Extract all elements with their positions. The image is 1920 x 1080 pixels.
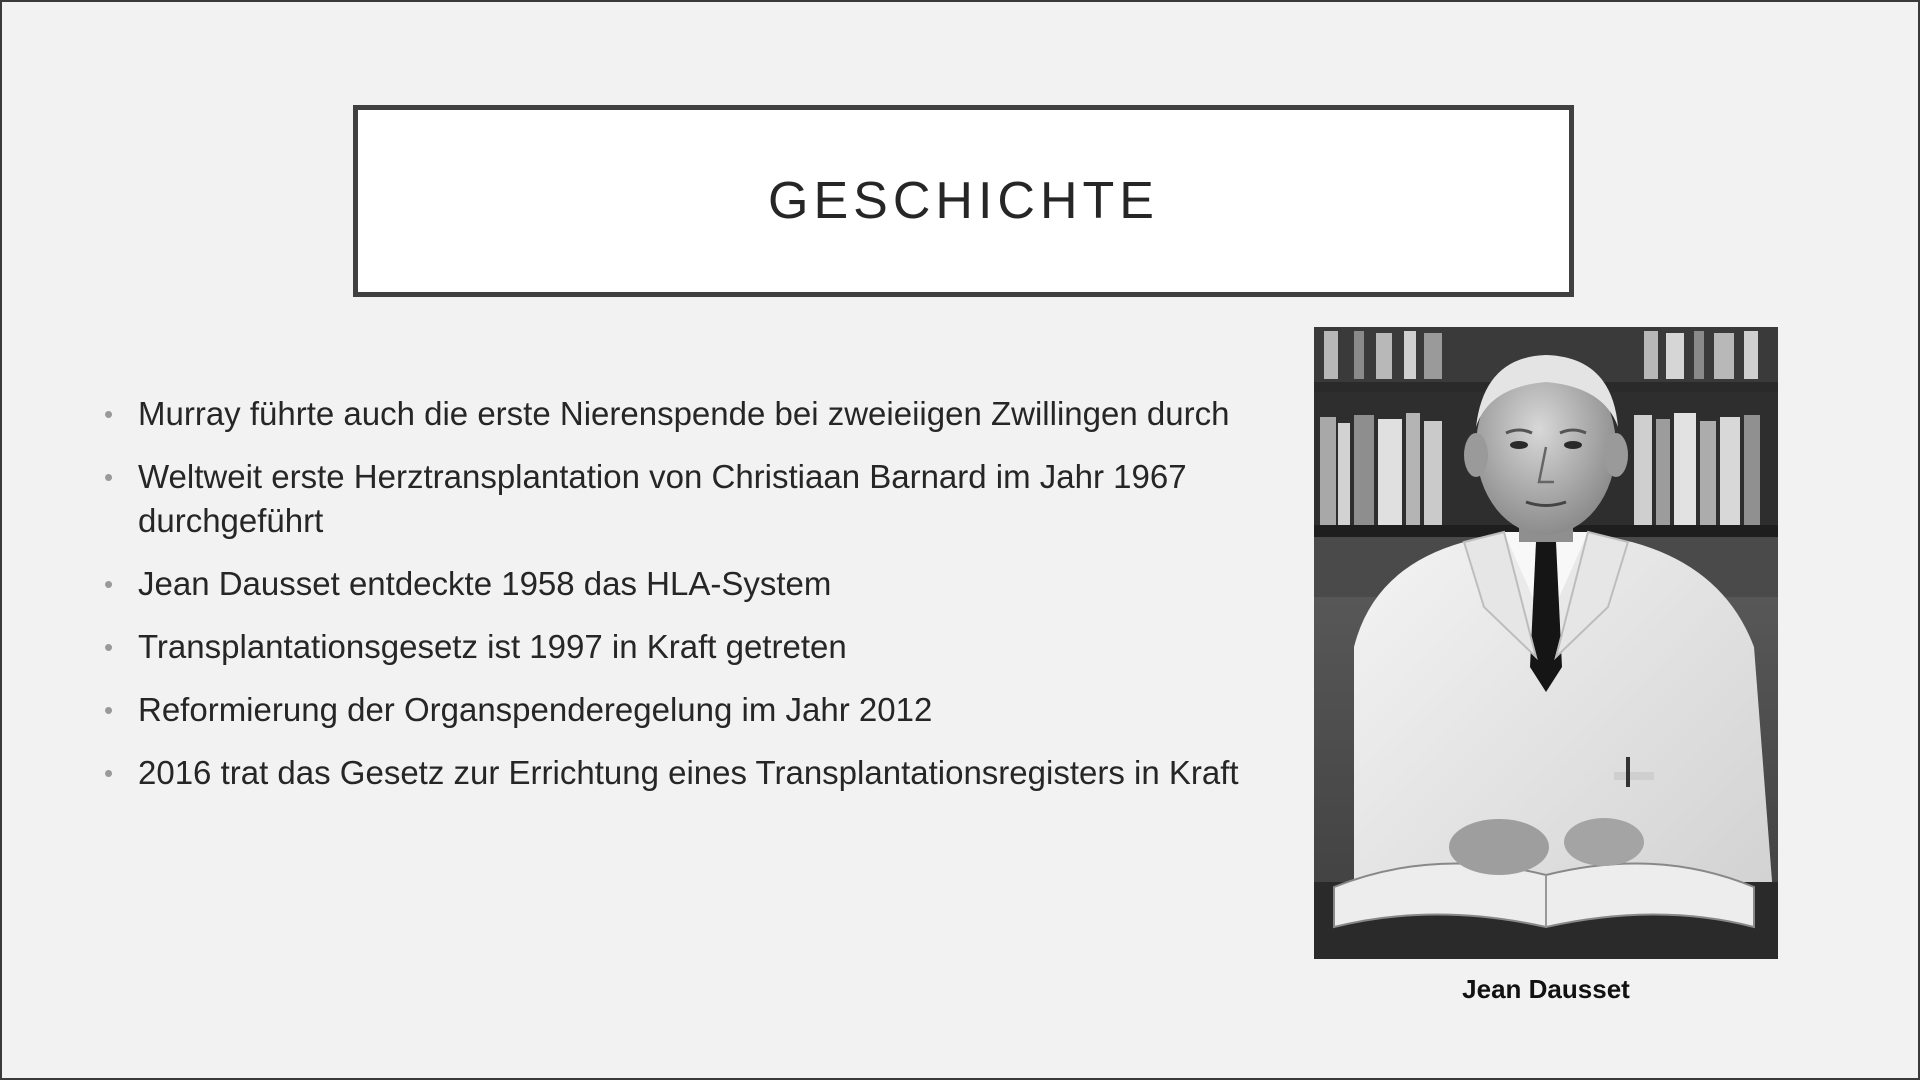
portrait-illustration xyxy=(1314,327,1778,959)
bullet-list xyxy=(102,392,1262,814)
bullet-dot-icon: • xyxy=(104,758,114,788)
bullet-text: Jean Dausset entdeckte 1958 das HLA-System xyxy=(138,565,832,602)
bullet-text: Weltweit erste Herztransplantation von Christiaan Barnard im Jahr 1967 durchgeführt xyxy=(138,458,1187,539)
bullet-dot-icon: • xyxy=(104,632,114,662)
bullet-text: Reformierung der Organspenderegelung im Jahr 2012 xyxy=(138,691,933,728)
bullet-item xyxy=(102,562,1262,606)
bullet-item xyxy=(102,688,1262,732)
bullet-item xyxy=(102,625,1262,669)
bullet-item xyxy=(102,751,1262,795)
photo-caption: Jean Dausset xyxy=(1462,974,1630,1004)
bullet-text: 2016 trat das Gesetz zur Errichtung eines Transplantationsregisters in Kraft xyxy=(138,754,1239,791)
bullet-text: Murray führte auch die erste Nierenspende bei zweieiigen Zwillingen durch xyxy=(138,395,1230,432)
bullet-text: Transplantationsgesetz ist 1997 in Kraft getreten xyxy=(138,628,847,665)
bullet-dot-icon: • xyxy=(104,695,114,725)
bullet-dot-icon: • xyxy=(104,399,114,429)
portrait-photo xyxy=(1314,327,1778,959)
bullet-dot-icon: • xyxy=(104,462,114,492)
title-box xyxy=(353,105,1574,297)
bullet-item xyxy=(102,392,1262,436)
bullet-item xyxy=(102,455,1262,543)
bullet-dot-icon: • xyxy=(104,569,114,599)
slide-title: GESCHICHTE xyxy=(768,172,1159,230)
